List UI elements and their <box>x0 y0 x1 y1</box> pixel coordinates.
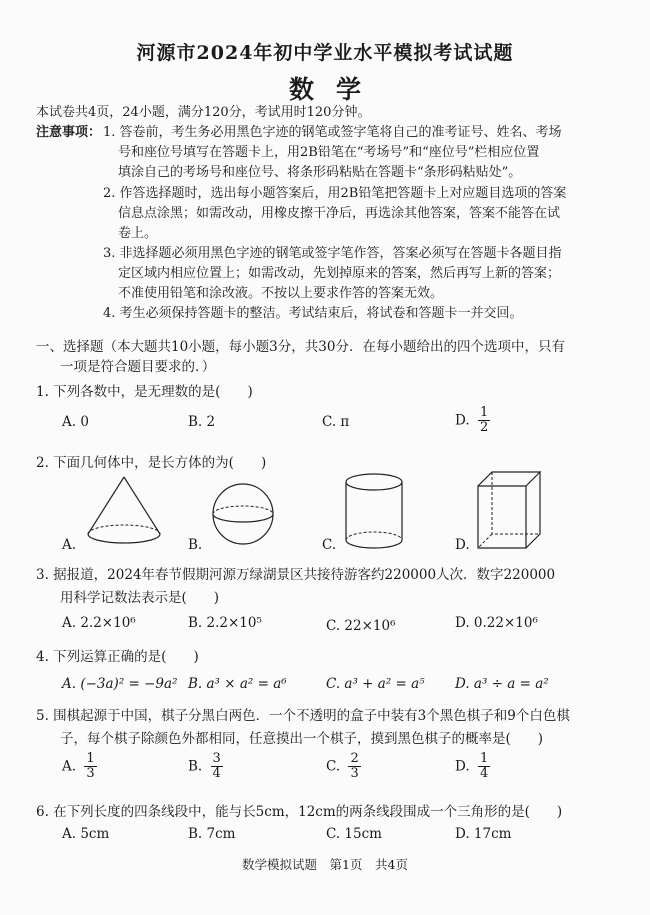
q3-option-d: D. 0.22×10⁶ <box>455 615 538 631</box>
notice-line: 卷上。 <box>118 226 158 241</box>
question-4: 4. 下列运算正确的是( ) <box>36 649 199 665</box>
q3-option-b: B. 2.2×10⁵ <box>188 615 262 631</box>
question-3: 3. 据报道，2024年春节假期河源万绿湖景区共接待游客约220000人次．数字220000 <box>36 567 556 583</box>
notice-label: 注意事项： <box>36 125 102 140</box>
exam-title: 河源市2024年初中学业水平模拟考试试题 <box>136 42 514 64</box>
q6-option-d: D. 17cm <box>455 826 512 842</box>
notice-line: 号和座位号填写在答题卡上，用2B铅笔在“考场号”和“座位号”栏相应位置 <box>118 145 540 160</box>
cone-figure <box>80 474 180 550</box>
question-2: 2. 下面几何体中，是长方体的为( ) <box>36 455 267 471</box>
notice-line: 4. 考生必须保持答题卡的整洁。考试结束后，将试卷和答题卡一并交回。 <box>103 306 523 321</box>
section-heading: 一、选择题（本大题共10小题，每小题3分，共30分．在每小题给出的四个选项中，只有 <box>36 339 565 355</box>
notice-line: 3. 非选择题必须用黑色字迹的钢笔或签字笔作答，答案必须写在答题卡各题目指 <box>103 246 562 261</box>
question-1: 1. 下列各数中，是无理数的是( ) <box>36 384 253 400</box>
question-5: 5. 围棋起源于中国，棋子分黑白两色．一个不透明的盒子中装有3个黑色棋子和9个白色棋 <box>36 708 570 724</box>
denominator: 4 <box>212 766 221 781</box>
question-5-cont: 子，每个棋子除颜色外都相同，任意摸出一个棋子，摸到黑色棋子的概率是( ) <box>60 731 544 747</box>
question-3-cont: 用科学记数法表示是( ) <box>60 590 220 606</box>
exam-intro: 本试卷共4页，24小题，满分120分，考试用时120分钟。 <box>36 105 371 120</box>
q2-option-a: A. <box>62 537 77 553</box>
q6-option-b: B. 7cm <box>188 826 236 842</box>
numerator: 2 <box>350 751 359 766</box>
fraction <box>478 752 490 781</box>
cuboid-figure <box>470 468 550 554</box>
denominator: 4 <box>479 766 489 781</box>
q4-option-c: C. a³ + a² = a⁵ <box>326 676 425 692</box>
q4-option-a: A. (−3a)² = −9a² <box>62 676 178 692</box>
q1-option-d <box>455 406 490 435</box>
section-heading-cont: 一项是符合题目要求的．） <box>60 359 216 375</box>
fraction <box>211 752 223 781</box>
q2-option-c: C. <box>322 537 337 553</box>
notice-line: 1. 答卷前，考生务必用黑色字迹的钢笔或签字笔将自己的准考证号、姓名、考场 <box>103 125 562 140</box>
notice-line: 不准使用铅笔和涂改液。不按以上要求作答的答案无效。 <box>118 286 444 301</box>
question-6: 6. 在下列长度的四条线段中，能与长5cm，12cm的两条线段围成一个三角形的是( ) <box>36 804 563 820</box>
sphere-figure <box>205 478 285 554</box>
option-label: B. <box>188 758 203 775</box>
fraction <box>348 752 360 781</box>
denominator: 2 <box>479 420 489 435</box>
q6-option-c: C. 15cm <box>326 826 382 842</box>
q6-option-a: A. 5cm <box>62 826 110 842</box>
notice-line: 2. 作答选择题时，选出每小题答案后，用2B铅笔把答题卡上对应题目选项的答案 <box>103 186 567 201</box>
q5-option-b <box>188 752 223 781</box>
denominator: 3 <box>350 766 359 781</box>
numerator: 3 <box>212 751 221 766</box>
q3-option-a: A. 2.2×10⁶ <box>62 615 136 631</box>
q3-option-c: C. 22×10⁶ <box>326 618 396 634</box>
notice-line: 填涂自己的考场号和座位号、将条形码粘贴在答题卡“条形码粘贴处”。 <box>118 165 522 180</box>
fraction <box>84 752 96 781</box>
option-label: A. <box>62 758 77 775</box>
q5-option-c <box>326 752 361 781</box>
option-label: C. <box>326 758 341 775</box>
q2-option-b: B. <box>188 537 203 553</box>
numerator: 1 <box>86 751 95 766</box>
q1-option-c: C. π <box>322 414 350 430</box>
numerator: 1 <box>479 751 489 766</box>
subject-title: 数学 <box>288 75 383 104</box>
q5-option-a <box>62 752 97 781</box>
notice-line: 信息点涂黑；如需改动，用橡皮擦干净后，再选涂其他答案，答案不能答在试 <box>118 206 561 221</box>
q4-option-b: B. a³ × a² = a⁶ <box>188 676 287 692</box>
numerator: 1 <box>479 405 489 420</box>
q5-option-d <box>455 752 490 781</box>
q2-option-d: D. <box>455 537 470 553</box>
option-label: D. <box>455 412 470 429</box>
fraction <box>478 406 490 435</box>
option-label: D. <box>455 758 470 775</box>
notice-line: 定区域内相应位置上；如需改动，先划掉原来的答案，然后再写上新的答案； <box>118 266 561 281</box>
cylinder-figure <box>338 470 418 556</box>
page-footer: 数学模拟试题 第1页 共4页 <box>242 857 408 872</box>
q4-option-d: D. a³ ÷ a = a² <box>455 676 549 692</box>
q1-option-a: A. 0 <box>62 414 89 430</box>
denominator: 3 <box>86 766 95 781</box>
q1-option-b: B. 2 <box>188 414 216 430</box>
